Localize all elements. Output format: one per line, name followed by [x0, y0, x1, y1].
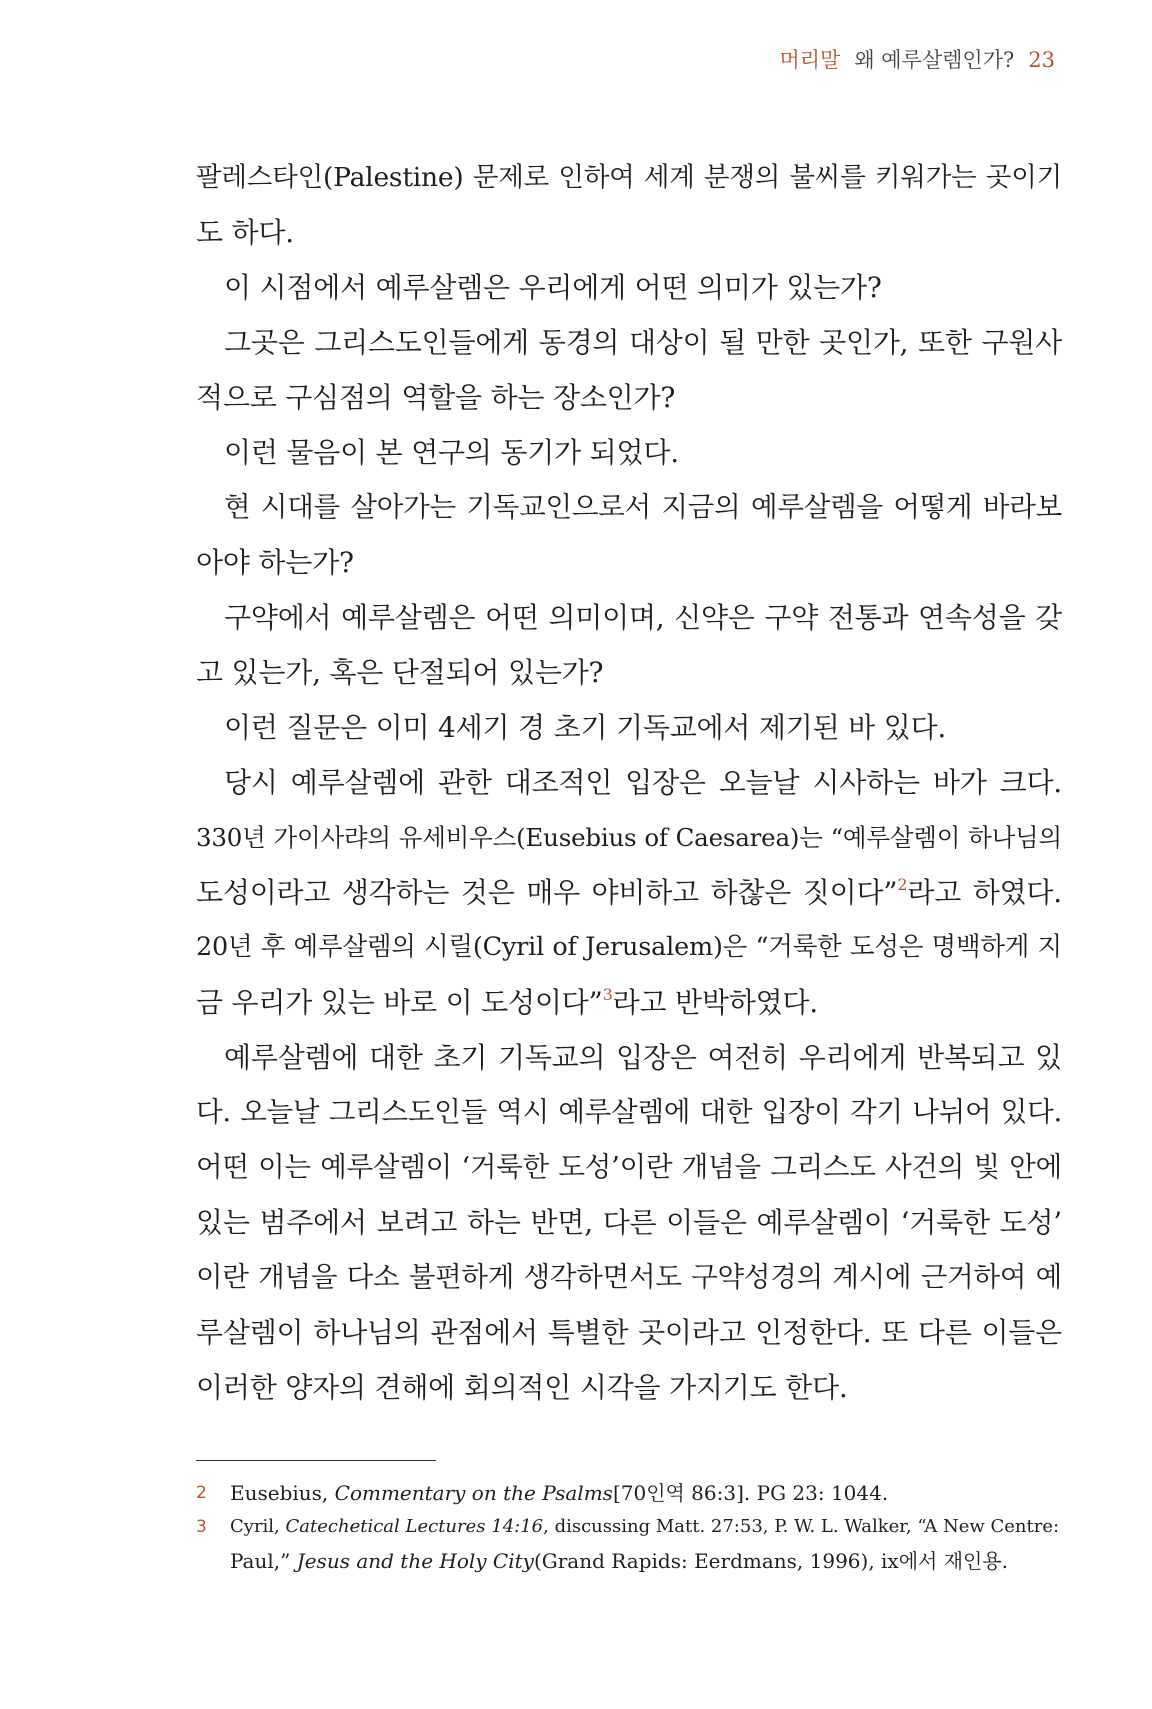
text-line: 이란 개념을 다소 불편하게 생각하면서도 구약성경의 계시에 근거하여 예 — [196, 1261, 1062, 1293]
footnote-number: 2 — [196, 1483, 207, 1503]
footnote-ref-3[interactable]: 3 — [602, 985, 613, 1004]
header-section-title: 머리말 — [779, 48, 841, 72]
text-line: 당시 예루살렘에 관한 대조적인 입장은 오늘날 시사하는 바가 크다. — [224, 766, 1062, 799]
text-line: 다. 오늘날 그리스도인들 역시 예루살렘에 대한 입장이 각기 나뉘어 있다. — [196, 1096, 1062, 1128]
text-line: 적으로 구심점의 역할을 하는 장소인가? — [196, 381, 676, 414]
footnote-citation: , discussing Matt. 27:53, P. W. L. Walker, “A New Centre: — [543, 1516, 1060, 1537]
text-line: 이런 물음이 본 연구의 동기가 되었다. — [224, 436, 679, 469]
footnote-ref-2[interactable]: 2 — [897, 875, 908, 894]
footnote-author: Eusebius, — [230, 1481, 335, 1505]
footnote-title: Jesus and the Holy City — [296, 1549, 534, 1573]
text-line: 어떤 이는 예루살렘이 ‘거룩한 도성’이란 개념을 그리스도 사건의 빛 안에 — [196, 1151, 1062, 1183]
running-header — [779, 44, 1055, 74]
text-line: 팔레스타인(Palestine) 문제로 인하여 세계 분쟁의 불씨를 키워가는 곳이기 — [196, 162, 1062, 193]
text-line — [196, 975, 1062, 1030]
text-line: 고 있는가, 혹은 단절되어 있는가? — [196, 656, 604, 689]
text-line: 도 하다. — [196, 216, 294, 249]
text-line: 이러한 양자의 견해에 회의적인 시각을 가지기도 한다. — [196, 1371, 848, 1404]
text-line: 이런 질문은 이미 4세기 경 초기 기독교에서 제기된 바 있다. — [224, 711, 947, 744]
text-line: 구약에서 예루살렘은 어떤 의미이며, 신약은 구약 전통과 연속성을 갖 — [224, 601, 1062, 634]
page-number: 23 — [1028, 48, 1055, 72]
text-fragment: 라고 하였다. — [907, 876, 1062, 909]
footnote-number: 3 — [196, 1517, 207, 1537]
footnote-divider — [196, 1460, 436, 1461]
text-line: 330년 가이사랴의 유세비우스(Eusebius of Caesarea)는 “예루살렘이 하나님의 — [196, 823, 1062, 852]
footnote-3 — [196, 1510, 1062, 1544]
footnote-2 — [196, 1476, 1062, 1510]
text-line: 있는 범주에서 보려고 하는 반면, 다른 이들은 예루살렘이 ‘거룩한 도성’ — [196, 1206, 1062, 1239]
text-fragment: 금 우리가 있는 바로 이 도성이다” — [196, 986, 603, 1019]
footnote-title: Commentary on the Psalms — [334, 1481, 613, 1505]
footnote-citation: [70인역 86:3]. PG 23: 1044. — [612, 1481, 889, 1505]
text-line: 예루살렘에 대한 초기 기독교의 입장은 여전히 우리에게 반복되고 있 — [224, 1041, 1062, 1074]
footnote-title: Catechetical Lectures 14:16 — [285, 1516, 544, 1537]
body-text — [196, 150, 1062, 1415]
text-line — [196, 865, 1062, 920]
text-line: 20년 후 예루살렘의 시릴(Cyril of Jerusalem)은 “거룩한 도성은 명백하게 지 — [196, 932, 1062, 962]
text-line: 현 시대를 살아가는 기독교인으로서 지금의 예루살렘을 어떻게 바라보 — [224, 491, 1062, 523]
footnotes — [196, 1476, 1062, 1578]
text-line: 아야 하는가? — [196, 546, 354, 579]
text-line: 그곳은 그리스도인들에게 동경의 대상이 될 만한 곳인가, 또한 구원사 — [224, 326, 1062, 359]
text-line: 이 시점에서 예루살렘은 우리에게 어떤 의미가 있는가? — [224, 271, 882, 304]
text-line: 루살렘이 하나님의 관점에서 특별한 곳이라고 인정한다. 또 다른 이들은 — [196, 1316, 1062, 1349]
footnote-citation: Paul,” — [230, 1549, 297, 1573]
text-fragment: 라고 반박하였다. — [612, 986, 818, 1019]
text-fragment: 도성이라고 생각하는 것은 매우 야비하고 하찮은 짓이다” — [196, 876, 898, 909]
header-chapter-title: 왜 예루살렘인가? — [854, 48, 1015, 72]
footnote-author: Cyril, — [230, 1516, 286, 1537]
footnote-citation: (Grand Rapids: Eerdmans, 1996), ix에서 재인용. — [533, 1549, 1009, 1573]
footnote-3-continued — [196, 1544, 1062, 1578]
